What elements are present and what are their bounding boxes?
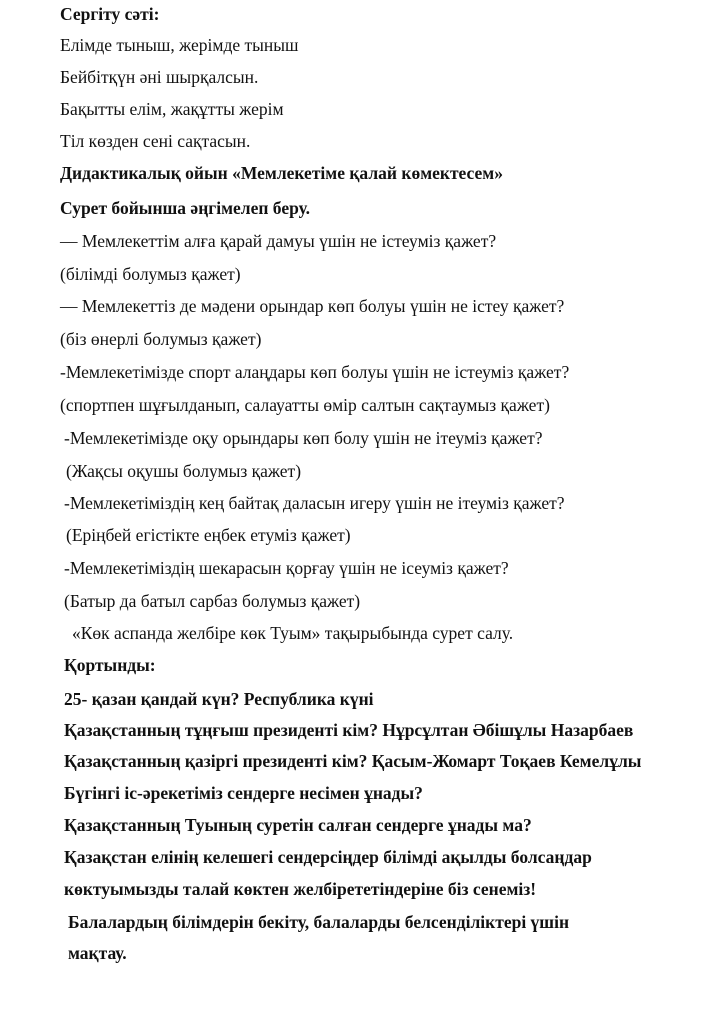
conclusion-line: Қазақстанның тұңғыш президенті кім? Нұрсұлтан Әбішұлы Назарбаев — [64, 720, 634, 740]
question-line: -Мемлекетімізде оқу орындары көп болу үшін не ітеуміз қажет? — [64, 428, 543, 448]
answer-line: (спортпен шұғылданып, салауатты өмір салтын сақтаумыз қажет) — [60, 395, 550, 415]
question-line: -Мемлекетіміздің кең байтақ даласын игеру үшін не ітеуміз қажет? — [64, 493, 565, 513]
poem-line-3: Бақытты елім, жақұтты жерім — [60, 99, 284, 119]
answer-line: (Жақсы оқушы болумыз қажет) — [66, 461, 302, 481]
section-heading-didactic-game: Дидактикалық ойын «Мемлекетіме қалай көмектесем» — [60, 163, 503, 183]
section-heading-warmup: Сергіту сәті: — [60, 4, 160, 24]
question-line: -Мемлекетіміздің шекарасын қорғау үшін не ісеуміз қажет? — [64, 558, 509, 578]
conclusion-line: Балалардың білімдерін бекіту, балаларды белсенділіктері үшін — [68, 912, 570, 932]
poem-line-4: Тіл көзден сені сақтасын. — [60, 131, 251, 151]
conclusion-line: Қазақстан елінің келешегі сендерсіңдер білімді ақылды болсаңдар — [64, 847, 592, 867]
conclusion-line: мақтау. — [68, 943, 127, 963]
question-line: -Мемлекетімізде спорт алаңдары көп болуы үшін не істеуміз қажет? — [60, 362, 570, 382]
answer-line: (Еріңбей егістікте еңбек етуміз қажет) — [66, 525, 351, 545]
conclusion-line: 25- қазан қандай күн? Республика күні — [64, 689, 374, 709]
drawing-task-line: «Көк аспанда желбіре көк Туым» тақырыбында сурет салу. — [72, 623, 514, 643]
question-line: — Мемлекеттіз де мәдени орындар көп болуы үшін не істеу қажет? — [60, 296, 565, 316]
conclusion-line: Бүгінгі іс-әрекетіміз сендерге несімен ұнады? — [64, 783, 423, 803]
conclusion-line: Қазақстанның қазіргі президенті кім? Қасым-Жомарт Тоқаев Кемелұлы — [64, 751, 642, 771]
answer-line: (Батыр да батыл сарбаз болумыз қажет) — [64, 591, 361, 611]
answer-line: (білімді болумыз қажет) — [60, 264, 241, 284]
poem-line-1: Елімде тыныш, жерімде тыныш — [60, 35, 299, 55]
question-line: — Мемлекеттім алға қарай дамуы үшін не істеуміз қажет? — [60, 231, 497, 251]
conclusion-line: Қазақстанның Туының суретін салған сендерге ұнады ма? — [64, 815, 532, 835]
section-heading-picture-story: Сурет бойынша әңгімелеп беру. — [60, 198, 310, 218]
section-heading-conclusion: Қортынды: — [64, 655, 156, 675]
answer-line: (біз өнерлі болумыз қажет) — [60, 329, 262, 349]
conclusion-line: көктуымызды талай көктен желбірететіндеріне біз сенеміз! — [64, 879, 537, 899]
poem-line-2: Бейбітқүн әні шырқалсын. — [60, 67, 259, 87]
